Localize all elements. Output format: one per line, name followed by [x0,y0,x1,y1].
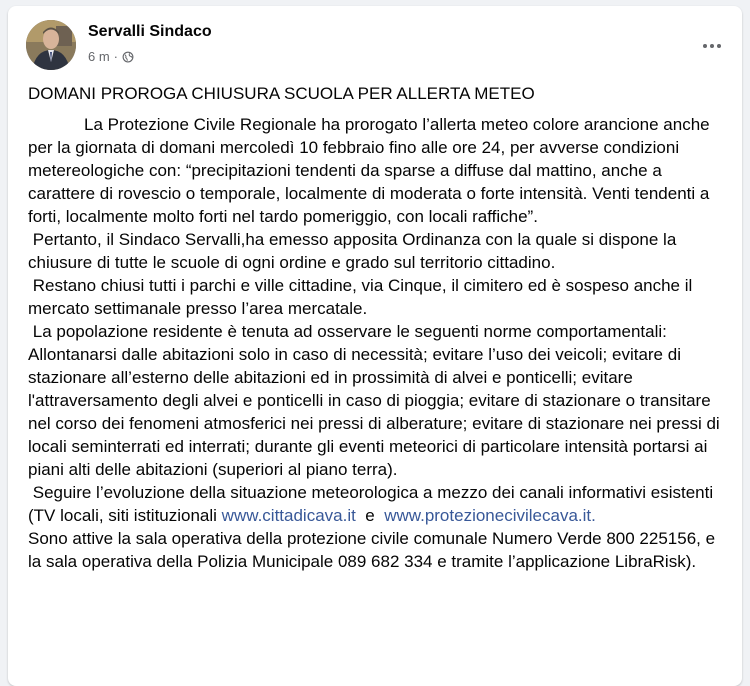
globe-icon[interactable] [122,51,134,63]
paragraph-3: Restano chiusi tutti i parchi e ville cittadine, via Cinque, il cimitero ed è sospeso anche il mercato settimanale presso l’area mercatale. [28,276,698,318]
paragraph-4: La popolazione residente è tenuta ad osservare le seguenti norme comportamentali: Allontanarsi dalle abitazioni solo in caso di necessità; evitare l’uso dei veicoli; evitare di stazionare all’esterno delle abitazioni ed in prossimità di alvei e ponticelli; evitare l'attraversamento degli alvei e ponticelli in caso di pioggia; evitare di stazionare o transitare nel corso dei fenomeni atmosferici nei pressi di alberature; evitare di stazionare nei pressi di locali seminterrati ed interrati; durante gli eventi meteorici di particolare intensità portarsi ai piani alti delle abitazioni (superiori al piano terra). [28,322,725,479]
paragraph-5-text: Seguire l’evoluzione della situazione meteorologica a mezzo dei canali informativi esistenti (TV locali, siti istituzionali [28,483,718,525]
post-time[interactable]: 6 m [88,49,110,64]
paragraph-1: La Protezione Civile Regionale ha prorogato l’allerta meteo colore arancione anche per la giornata di domani mercoledì 10 febbraio fino alle ore 24, per avverse condizioni metereologiche con: “precipitazioni tendenti da sparse a diffuse dal mattino, anche a carattere di rovescio o temporale, localmente di moderata o forte intensità. Venti tendenti a forti, localmente molto forti nel tardo pomeriggio, con locali raffiche”. [28,115,710,226]
dot [717,44,721,48]
dot [710,44,714,48]
paragraph-6: Sono attive la sala operativa della protezione civile comunale Numero Verde 800 225156, e la sala operativa della Polizia Municipale 089 682 334 e tramite l’applicazione LibraRisk). [28,529,716,571]
post-body [28,82,728,573]
avatar[interactable] [26,20,76,70]
more-options-icon[interactable] [696,30,728,62]
paragraph-5 [28,481,728,527]
post-meta [88,49,134,64]
link-protezionecivilecava[interactable]: www.protezionecivilecava.it. [384,506,596,525]
dot [703,44,707,48]
paragraph-2: Pertanto, il Sindaco Servalli,ha emesso apposita Ordinanza con la quale si dispone la chiusure di tutte le scuole di ogni ordine e grado sul territorio cittadino. [28,230,682,272]
paragraph-5-mid: e [355,506,385,525]
avatar-image [26,20,76,70]
link-cittadicava[interactable]: www.cittadicava.it [221,506,356,525]
post-card [8,6,742,686]
post-header [26,20,726,72]
meta-separator: · [113,49,119,64]
post-title: DOMANI PROROGA CHIUSURA SCUOLA PER ALLERTA METEO [28,84,535,103]
author-name[interactable]: Servalli Sindaco [88,23,212,40]
